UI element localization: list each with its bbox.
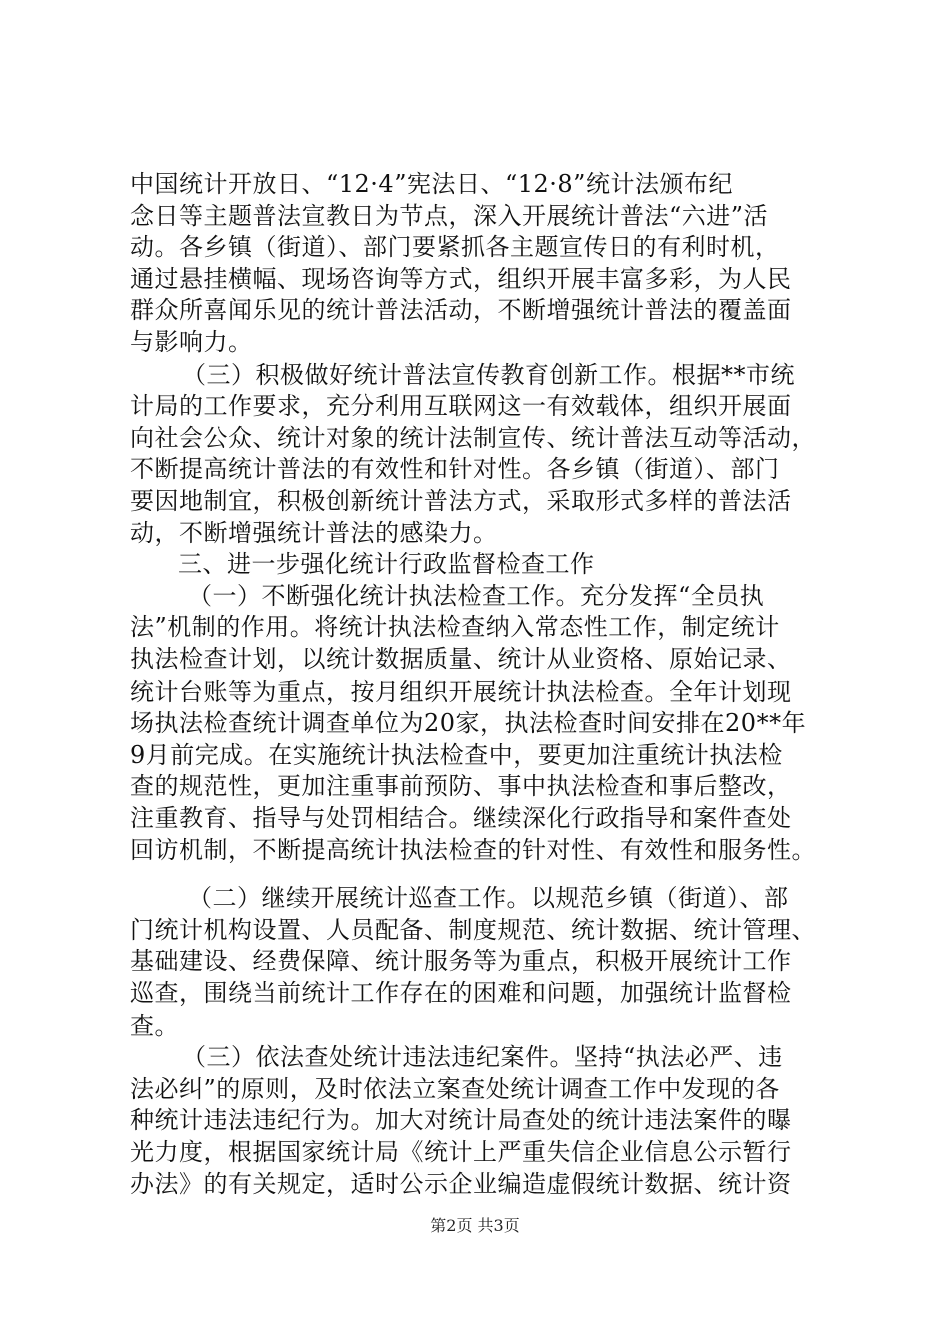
text-line: 办法》的有关规定，适时公示企业编造虚假统计数据、统计资: [130, 1170, 792, 1198]
text-line: 统计台账等为重点，按月组织开展统计执法检查。全年计划现: [130, 678, 792, 706]
text-line: 查的规范性，更加注重事前预防、事中执法检查和事后整改，: [130, 772, 792, 800]
page-footer: 第2页 共3页: [430, 1216, 520, 1235]
text-line: 与影响力。: [130, 328, 253, 356]
text-line: 法”机制的作用。将统计执法检查纳入常态性工作，制定统计: [130, 613, 780, 641]
text-line: 不断提高统计普法的有效性和针对性。各乡镇（街道）、部门: [130, 455, 780, 483]
section-heading: 三、进一步强化统计行政监督检查工作: [178, 550, 595, 578]
text-line: 法必纠”的原则，及时依法立案查处统计调查工作中发现的各: [130, 1075, 780, 1103]
text-line: 门统计机构设置、人员配备、制度规范、统计数据、统计管理、: [130, 916, 816, 944]
text-line: 注重教育、指导与处罚相结合。继续深化行政指导和案件查处: [130, 804, 792, 832]
text-line: 动。各乡镇（街道）、部门要紧抓各主题宣传日的有利时机，: [130, 233, 780, 261]
text-line: 计局的工作要求，充分利用互联网这一有效载体，组织开展面: [130, 392, 792, 420]
text-line: 向社会公众、统计对象的统计法制宣传、统计普法互动等活动，: [130, 424, 816, 452]
text-line: 回访机制，不断提高统计执法检查的针对性、有效性和服务性。: [130, 836, 816, 864]
text-line: 通过悬挂横幅、现场咨询等方式，组织开展丰富多彩，为人民: [130, 265, 792, 293]
text-line: 场执法检查统计调查单位为20家，执法检查时间安排在20**年: [130, 709, 807, 737]
text-line: 执法检查计划，以统计数据质量、统计从业资格、原始记录、: [130, 645, 792, 673]
text-line: 巡查，围绕当前统计工作存在的困难和问题，加强统计监督检: [130, 979, 792, 1007]
paragraph-first-line: （二）继续开展统计巡查工作。以规范乡镇（街道）、部: [188, 884, 789, 912]
text-line: 念日等主题普法宣教日为节点，深入开展统计普法“六进”活: [130, 202, 769, 230]
text-line: 查。: [130, 1012, 179, 1040]
paragraph-first-line: （三）积极做好统计普法宣传教育创新工作。根据**市统: [182, 361, 795, 389]
text-line: 光力度，根据国家统计局《统计上严重失信企业信息公示暂行: [130, 1138, 792, 1166]
paragraph-first-line: （三）依法查处统计违法违纪案件。坚持“执法必严、违: [182, 1043, 783, 1071]
text-line: 动，不断增强统计普法的感染力。: [130, 519, 498, 547]
text-line: 群众所喜闻乐见的统计普法活动，不断增强统计普法的覆盖面: [130, 296, 792, 324]
text-line: 要因地制宜，积极创新统计普法方式，采取形式多样的普法活: [130, 487, 792, 515]
text-line: 基础建设、经费保障、统计服务等为重点，积极开展统计工作: [130, 947, 792, 975]
text-line: 种统计违法违纪行为。加大对统计局查处的统计违法案件的曝: [130, 1106, 792, 1134]
text-line: 9月前完成。在实施统计执法检查中，要更加注重统计执法检: [130, 741, 783, 769]
paragraph-first-line: （一）不断强化统计执法检查工作。充分发挥“全员执: [188, 582, 765, 610]
text-line: 中国统计开放日、“12·4”宪法日、“12·8”统计法颁布纪: [130, 170, 733, 198]
